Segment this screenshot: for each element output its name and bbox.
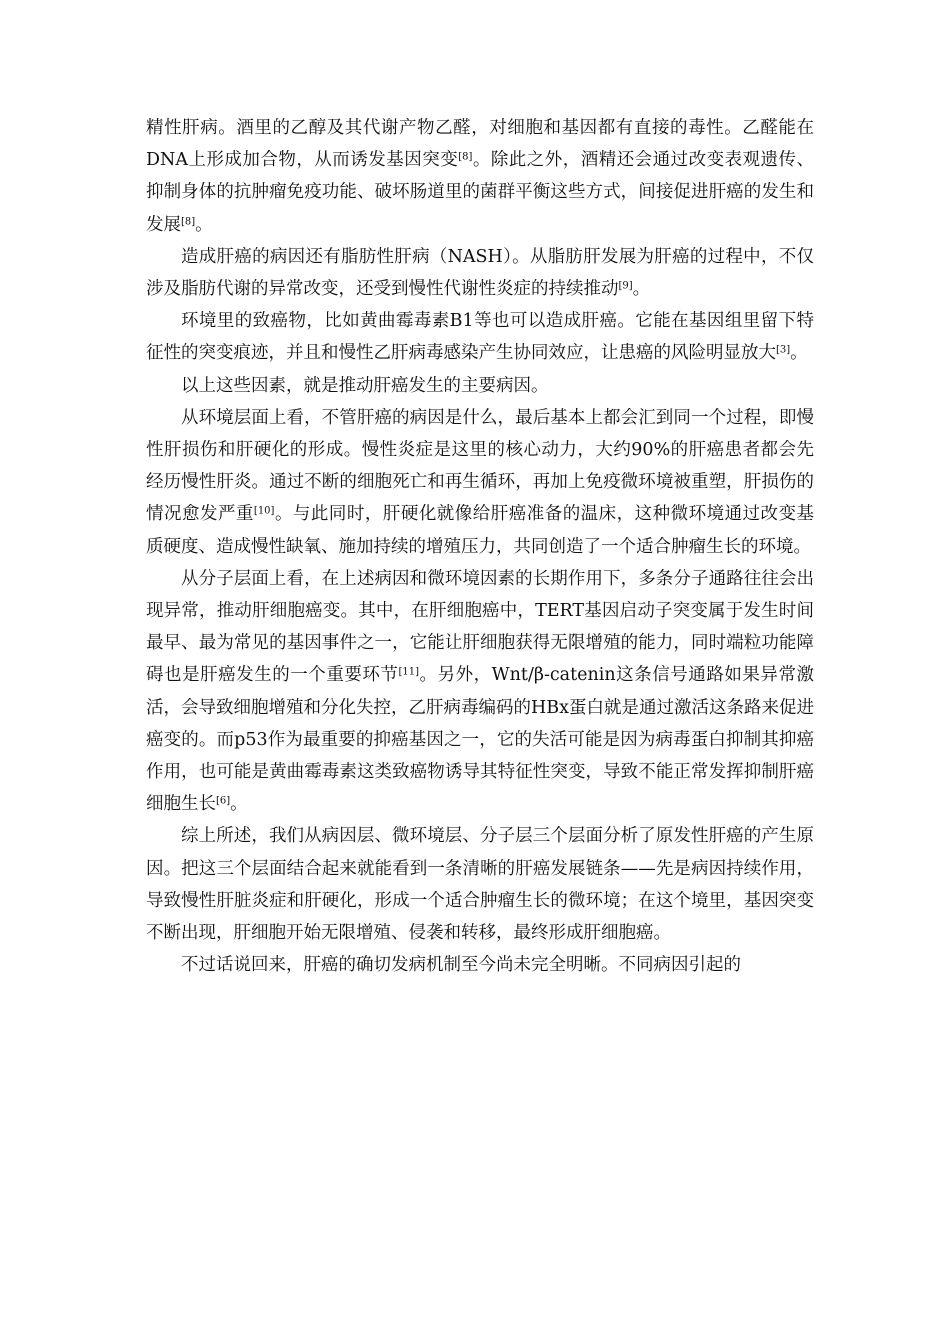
citation-ref: [6]	[216, 795, 231, 807]
citation-ref: [8]	[458, 151, 473, 163]
citation-ref: [11]	[398, 666, 419, 678]
paragraph-nash	[146, 241, 814, 305]
paragraph-mechanism-unclear	[146, 949, 814, 981]
text-segment: 。	[195, 214, 213, 235]
citation-ref: [10]	[253, 505, 275, 517]
text-segment: 。	[790, 343, 808, 364]
paragraph-environment-level	[146, 402, 814, 563]
text-segment: 。	[632, 279, 651, 300]
citation-ref: [8]	[181, 216, 196, 228]
text-segment: 以上这些因素，就是推动肝癌发生的主要病因。	[181, 375, 549, 396]
citation-ref: [3]	[776, 344, 791, 356]
text-segment: 精性肝病。酒里的乙醇及其代谢产物乙醛，对细胞和基因都有直接的毒性。乙醛能在DNA上形成加合物，从而诱发基因突变	[146, 118, 814, 171]
text-segment: 从分子层面上看，在上述病因和微环境因素的长期作用下，多条分子通路往往会出现异常，推动肝细胞癌变。其中，在肝细胞癌中，TERT基因启动子突变属于发生时间最早、最为常见的基因事件之一，它能让肝细胞获得无限增殖的能力，同时端粒功能障碍也是肝癌发生的一个重要环节	[146, 568, 814, 686]
text-segment: 。另外，Wnt/β-catenin这条信号通路如果异常激活，会导致细胞增殖和分化失控，乙肝病毒编码的HBx蛋白就是通过激活这条路来促进癌变的。而p53作为最重要的抑癌基因之一，它的失活可能是因为病毒蛋白抑制其抑癌作用，也可能是黄曲霉毒素这类致癌物诱导其特征性突变，导致不能正常发挥抑制肝癌细胞生长	[146, 665, 815, 815]
document-page	[146, 112, 814, 981]
text-segment: 。与此同时，肝硬化就像给肝癌准备的温床，这种微环境通过改变基质硬度、造成慢性缺氧、施加持续的增殖压力，共同创造了一个适合肿瘤生长的环境。	[146, 504, 815, 557]
paragraph-alcohol-mechanism	[146, 112, 814, 241]
text-segment: 从环境层面上看，不管肝癌的病因是什么，最后基本上都会汇到同一个过程，即慢性肝损伤和肝硬化的形成。慢性炎症是这里的核心动力，大约90%的肝癌患者都会先经历慢性肝炎。通过不断的细胞死亡和再生循环，再加上免疫微环境被重塑，肝损伤的情况愈发严重	[146, 407, 814, 525]
paragraph-molecular-level	[146, 563, 814, 821]
text-segment: 环境里的致癌物，比如黄曲霉毒素B1等也可以造成肝癌。它能在基因组里留下特征性的突变痕迹，并且和慢性乙肝病毒感染产生协同效应，让患癌的风险明显放大	[146, 311, 814, 364]
text-segment: 。除此之外，酒精还会通过改变表观遗传、抑制身体的抗肿瘤免疫功能、破坏肠道里的菌群平衡这些方式，间接促进肝癌的发生和发展	[146, 150, 815, 235]
text-segment: 。	[230, 794, 248, 815]
text-segment: 造成肝癌的病因还有脂肪性肝病（NASH）。从脂肪肝发展为肝癌的过程中，不仅涉及脂肪代谢的异常改变，还受到慢性代谢性炎症的持续推动	[146, 246, 814, 300]
paragraph-aflatoxin	[146, 305, 814, 369]
paragraph-conclusion	[146, 820, 814, 949]
text-segment: 不过话说回来，肝癌的确切发病机制至今尚未完全明晰。不同病因引起的	[181, 955, 741, 976]
text-segment: 综上所述，我们从病因层、微环境层、分子层三个层面分析了原发性肝癌的产生原因。把这三个层面结合起来就能看到一条清晰的肝癌发展链条——先是病因持续作用，导致慢性肝脏炎症和肝硬化，形成一个适合肿瘤生长的微环境；在这个境里，基因突变不断出现，肝细胞开始无限增殖、侵袭和转移，最终形成肝细胞癌。	[146, 826, 814, 944]
paragraph-summary-causes	[146, 370, 814, 402]
citation-ref: [9]	[618, 280, 633, 292]
